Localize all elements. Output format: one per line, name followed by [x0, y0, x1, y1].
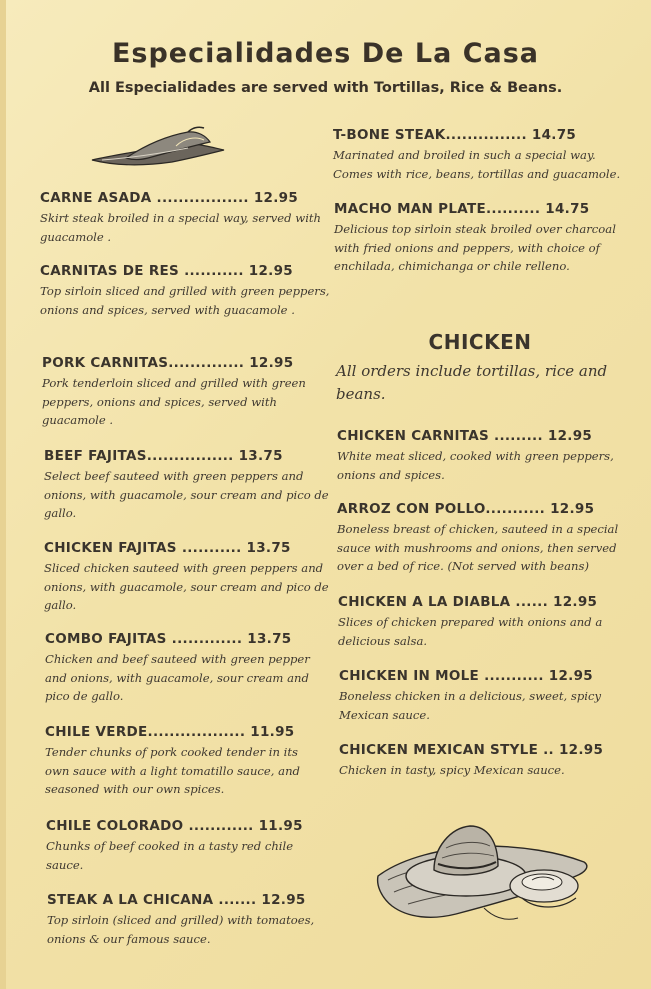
item-name: ARROZ CON POLLO........... 12.95 [337, 501, 595, 517]
menu-subtitle: All Especialidades are served with Tortillas, Rice & Beans. [88, 80, 563, 96]
menu-item-chicken-a-la-diabla [338, 594, 618, 650]
menu-item-carne-asada [40, 190, 335, 246]
item-description: Slices of chicken prepared with onions and a delicious salsa. [338, 615, 603, 648]
item-name: CHICKEN CARNITAS ......... 12.95 [337, 428, 593, 444]
item-description: Boneless chicken in a delicious, sweet, spicy Mexican sauce. [339, 689, 602, 722]
item-name: CARNE ASADA ................. 12.95 [40, 190, 299, 206]
item-description: Chicken and beef sauteed with green pepper and onions, with guacamole, sour cream and pico de gallo. [45, 652, 310, 703]
item-name: STEAK A LA CHICANA ....... 12.95 [47, 892, 306, 908]
item-description: Top sirloin (sliced and grilled) with tomatoes, onions & our famous sauce. [47, 913, 315, 946]
menu-item-t-bone-steak [333, 127, 628, 183]
menu-item-pork-carnitas [42, 355, 337, 430]
menu-item-chicken-mexican-style [339, 742, 629, 780]
menu-item-chicken-in-mole [339, 668, 619, 724]
item-description: Delicious top sirloin steak broiled over charcoal with fried onions and peppers, with choice of enchilada, chimichanga or chile relleno. [334, 222, 616, 273]
item-description: Pork tenderloin sliced and grilled with green peppers, onions and spices, served with guacamole . [42, 376, 306, 427]
page-edge [0, 0, 6, 989]
item-description: Skirt steak broiled in a special way, served with guacamole . [40, 211, 322, 244]
item-name: CHICKEN FAJITAS ........... 13.75 [44, 540, 291, 556]
menu-item-beef-fajitas [44, 448, 339, 523]
menu-title: Especialidades De La Casa [111, 38, 540, 69]
item-name: CHICKEN MEXICAN STYLE .. 12.95 [339, 742, 604, 758]
menu-item-chile-colorado [46, 818, 321, 874]
item-name: COMBO FAJITAS ............. 13.75 [45, 631, 292, 647]
chile-peppers-icon [88, 124, 230, 172]
item-description: Sliced chicken sauteed with green peppers and onions, with guacamole, sour cream and pico de gallo. [44, 561, 329, 612]
item-name: CHILE VERDE.................. 11.95 [45, 724, 295, 740]
item-description: Boneless breast of chicken, sauteed in a special sauce with mushrooms and onions, then served over a bed of rice. (Not served with beans) [337, 522, 619, 573]
item-name: PORK CARNITAS.............. 12.95 [42, 355, 294, 371]
sombrero-icon [372, 818, 596, 930]
item-name: CHICKEN IN MOLE ........... 12.95 [339, 668, 593, 684]
menu-item-chicken-fajitas [44, 540, 339, 615]
item-name: MACHO MAN PLATE.......... 14.75 [334, 201, 590, 217]
item-description: White meat sliced, cooked with green peppers, onions and spices. [337, 449, 614, 482]
item-name: CARNITAS DE RES ........... 12.95 [40, 263, 293, 279]
item-description: Top sirloin sliced and grilled with green peppers, onions and spices, served with guacamole . [40, 284, 330, 317]
item-description: Select beef sauteed with green peppers and onions, with guacamole, sour cream and pico de gallo. [44, 469, 329, 520]
item-name: CHILE COLORADO ............ 11.95 [46, 818, 303, 834]
chicken-section-note: All orders include tortillas, rice and beans. [336, 362, 608, 403]
item-name: BEEF FAJITAS................ 13.75 [44, 448, 283, 464]
item-description: Tender chunks of pork cooked tender in its own sauce with a light tomatillo sauce, and seasoned with our own spices. [45, 745, 300, 796]
menu-item-chicken-carnitas [337, 428, 632, 484]
menu-item-carnitas-de-res [40, 263, 335, 319]
item-description: Chicken in tasty, spicy Mexican sauce. [339, 763, 565, 777]
item-description: Marinated and broiled in such a special way. Comes with rice, beans, tortillas and guacamole. [333, 148, 621, 181]
item-name: CHICKEN A LA DIABLA ...... 12.95 [338, 594, 598, 610]
menu-item-steak-a-la-chicana [47, 892, 332, 948]
menu-item-macho-man-plate [334, 201, 626, 276]
menu-item-chile-verde [45, 724, 325, 799]
item-name: T-BONE STEAK............... 14.75 [333, 127, 577, 143]
item-description: Chunks of beef cooked in a tasty red chile sauce. [46, 839, 294, 872]
menu-item-arroz-con-pollo [337, 501, 631, 576]
chicken-section-title: CHICKEN [428, 330, 532, 354]
menu-item-combo-fajitas [45, 631, 335, 706]
